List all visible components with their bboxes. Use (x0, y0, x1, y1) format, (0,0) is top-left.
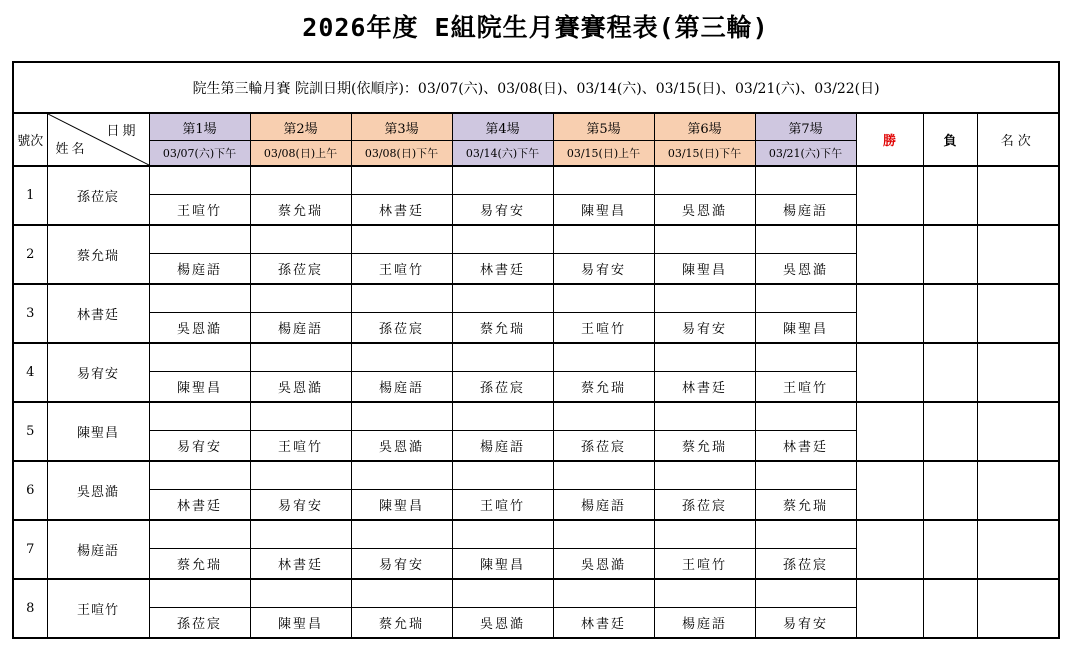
lose-cell[interactable] (923, 225, 977, 284)
result-cell[interactable] (250, 579, 351, 608)
result-cell[interactable] (755, 520, 856, 549)
opponent-name: 林書廷 (755, 431, 856, 462)
game-date: 03/14(六)下午 (452, 141, 553, 167)
rank-cell[interactable] (977, 284, 1059, 343)
result-cell[interactable] (149, 461, 250, 490)
result-cell[interactable] (755, 225, 856, 254)
win-cell[interactable] (856, 284, 923, 343)
opponent-name: 吳恩澔 (351, 431, 452, 462)
player-name: 楊庭語 (47, 520, 149, 579)
game-label: 第6場 (654, 113, 755, 141)
game-date: 03/08(日)上午 (250, 141, 351, 167)
result-cell[interactable] (250, 402, 351, 431)
result-cell[interactable] (654, 284, 755, 313)
opponent-name: 蔡允瑞 (755, 490, 856, 521)
win-cell[interactable] (856, 461, 923, 520)
game-header-row (13, 113, 1059, 141)
rank-cell[interactable] (977, 343, 1059, 402)
opponent-name: 孫莅宸 (553, 431, 654, 462)
player-number: 5 (13, 402, 47, 461)
opponent-name: 吳恩澔 (755, 254, 856, 285)
player-row (13, 579, 1059, 608)
opponent-name: 吳恩澔 (452, 608, 553, 639)
page-title: 2026年度 E組院生月賽賽程表(第三輪) (302, 13, 769, 42)
opponent-name: 林書廷 (553, 608, 654, 639)
result-cell[interactable] (149, 284, 250, 313)
info-row (13, 62, 1059, 113)
player-row (13, 402, 1059, 431)
rank-cell[interactable] (977, 166, 1059, 225)
opponent-name: 楊庭語 (654, 608, 755, 639)
result-cell[interactable] (553, 402, 654, 431)
result-cell[interactable] (250, 520, 351, 549)
opponent-name: 林書廷 (250, 549, 351, 580)
result-cell[interactable] (553, 461, 654, 490)
lose-header: 負 (923, 113, 977, 166)
opponent-name: 易宥安 (250, 490, 351, 521)
opponent-name: 陳聖昌 (250, 608, 351, 639)
player-name: 陳聖昌 (47, 402, 149, 461)
result-cell[interactable] (250, 225, 351, 254)
result-cell[interactable] (351, 166, 452, 195)
player-number: 7 (13, 520, 47, 579)
player-row (13, 284, 1059, 313)
opponent-name: 王喧竹 (755, 372, 856, 403)
result-cell[interactable] (755, 166, 856, 195)
player-name: 蔡允瑞 (47, 225, 149, 284)
opponent-name: 易宥安 (755, 608, 856, 639)
game-date: 03/15(日)下午 (654, 141, 755, 167)
opponent-name: 孫莅宸 (250, 254, 351, 285)
result-cell[interactable] (452, 461, 553, 490)
result-cell[interactable] (452, 225, 553, 254)
lose-cell[interactable] (923, 284, 977, 343)
opponent-name: 易宥安 (553, 254, 654, 285)
opponent-name: 孫莅宸 (755, 549, 856, 580)
opponent-name: 王喧竹 (654, 549, 755, 580)
result-cell[interactable] (755, 343, 856, 372)
player-row (13, 520, 1059, 549)
win-header: 勝 (856, 113, 923, 166)
opponent-name: 林書廷 (149, 490, 250, 521)
result-cell[interactable] (149, 166, 250, 195)
opponent-name: 王喧竹 (553, 313, 654, 344)
opponent-name: 楊庭語 (452, 431, 553, 462)
result-cell[interactable] (755, 461, 856, 490)
player-name: 吳恩澔 (47, 461, 149, 520)
win-cell[interactable] (856, 579, 923, 638)
win-cell[interactable] (856, 520, 923, 579)
result-cell[interactable] (452, 402, 553, 431)
result-cell[interactable] (149, 225, 250, 254)
opponent-name: 孫莅宸 (452, 372, 553, 403)
game-date: 03/07(六)下午 (149, 141, 250, 167)
lose-cell[interactable] (923, 343, 977, 402)
rank-cell[interactable] (977, 225, 1059, 284)
player-number: 8 (13, 579, 47, 638)
schedule-body (13, 62, 1059, 638)
game-label: 第7場 (755, 113, 856, 141)
opponent-name: 楊庭語 (250, 313, 351, 344)
result-cell[interactable] (654, 461, 755, 490)
rank-cell[interactable] (977, 579, 1059, 638)
player-number: 2 (13, 225, 47, 284)
result-cell[interactable] (553, 284, 654, 313)
player-name: 易宥安 (47, 343, 149, 402)
opponent-name: 蔡允瑞 (250, 195, 351, 226)
opponent-name: 蔡允瑞 (149, 549, 250, 580)
opponent-name: 易宥安 (654, 313, 755, 344)
player-number: 1 (13, 166, 47, 225)
result-cell[interactable] (149, 520, 250, 549)
schedule-table (12, 61, 1060, 639)
result-cell[interactable] (553, 166, 654, 195)
opponent-name: 陳聖昌 (654, 254, 755, 285)
player-row (13, 461, 1059, 490)
rank-cell[interactable] (977, 520, 1059, 579)
name-label: 姓名 (55, 142, 88, 157)
opponent-name: 孫莅宸 (654, 490, 755, 521)
result-cell[interactable] (654, 579, 755, 608)
opponent-name: 楊庭語 (149, 254, 250, 285)
opponent-name: 王喧竹 (250, 431, 351, 462)
result-cell[interactable] (553, 520, 654, 549)
opponent-name: 蔡允瑞 (452, 313, 553, 344)
result-cell[interactable] (250, 343, 351, 372)
result-cell[interactable] (553, 225, 654, 254)
result-cell[interactable] (351, 225, 452, 254)
game-label: 第3場 (351, 113, 452, 141)
result-cell[interactable] (755, 284, 856, 313)
result-cell[interactable] (452, 579, 553, 608)
opponent-name: 王喧竹 (351, 254, 452, 285)
opponent-name: 易宥安 (452, 195, 553, 226)
result-cell[interactable] (452, 520, 553, 549)
result-cell[interactable] (250, 461, 351, 490)
result-cell[interactable] (452, 284, 553, 313)
opponent-name: 吳恩澔 (149, 313, 250, 344)
player-number: 3 (13, 284, 47, 343)
player-number: 6 (13, 461, 47, 520)
lose-cell[interactable] (923, 520, 977, 579)
result-cell[interactable] (351, 284, 452, 313)
opponent-name: 蔡允瑞 (654, 431, 755, 462)
opponent-name: 陳聖昌 (755, 313, 856, 344)
result-cell[interactable] (351, 343, 452, 372)
result-cell[interactable] (553, 343, 654, 372)
result-cell[interactable] (654, 343, 755, 372)
opponent-name: 吳恩澔 (654, 195, 755, 226)
result-cell[interactable] (755, 402, 856, 431)
opponent-name: 陳聖昌 (149, 372, 250, 403)
game-label: 第1場 (149, 113, 250, 141)
opponent-name: 楊庭語 (351, 372, 452, 403)
opponent-name: 林書廷 (654, 372, 755, 403)
win-cell[interactable] (856, 166, 923, 225)
game-date: 03/15(日)上午 (553, 141, 654, 167)
player-name: 王喧竹 (47, 579, 149, 638)
result-cell[interactable] (149, 343, 250, 372)
lose-cell[interactable] (923, 166, 977, 225)
player-row (13, 166, 1059, 195)
result-cell[interactable] (755, 579, 856, 608)
result-cell[interactable] (654, 520, 755, 549)
lose-cell[interactable] (923, 461, 977, 520)
opponent-name: 林書廷 (452, 254, 553, 285)
result-cell[interactable] (149, 402, 250, 431)
rank-cell[interactable] (977, 402, 1059, 461)
result-cell[interactable] (351, 461, 452, 490)
result-cell[interactable] (250, 284, 351, 313)
opponent-name: 楊庭語 (553, 490, 654, 521)
result-cell[interactable] (351, 520, 452, 549)
result-cell[interactable] (654, 225, 755, 254)
opponent-name: 吳恩澔 (553, 549, 654, 580)
player-name: 孫莅宸 (47, 166, 149, 225)
result-cell[interactable] (250, 166, 351, 195)
opponent-name: 王喧竹 (149, 195, 250, 226)
result-cell[interactable] (452, 166, 553, 195)
opponent-name: 易宥安 (351, 549, 452, 580)
opponent-name: 易宥安 (149, 431, 250, 462)
lose-cell[interactable] (923, 579, 977, 638)
opponent-name: 陳聖昌 (553, 195, 654, 226)
opponent-name: 林書廷 (351, 195, 452, 226)
result-cell[interactable] (654, 402, 755, 431)
game-label: 第2場 (250, 113, 351, 141)
result-cell[interactable] (452, 343, 553, 372)
win-cell[interactable] (856, 225, 923, 284)
opponent-name: 楊庭語 (755, 195, 856, 226)
opponent-name: 孫莅宸 (351, 313, 452, 344)
opponent-name: 蔡允瑞 (351, 608, 452, 639)
game-date: 03/21(六)下午 (755, 141, 856, 167)
player-row (13, 225, 1059, 254)
opponent-name: 孫莅宸 (149, 608, 250, 639)
opponent-name: 吳恩澔 (250, 372, 351, 403)
opponent-name: 陳聖昌 (452, 549, 553, 580)
player-number: 4 (13, 343, 47, 402)
lose-cell[interactable] (923, 402, 977, 461)
info-line: 院生第三輪月賽 院訓日期(依順序)：03/07(六)、03/08(日)、03/14(六)、03/15(日)、03/21(六)、03/22(日) (13, 62, 1059, 113)
opponent-name: 蔡允瑞 (553, 372, 654, 403)
date-name-header (47, 113, 149, 166)
game-label: 第5場 (553, 113, 654, 141)
num-header: 號次 (13, 113, 47, 166)
player-row (13, 343, 1059, 372)
win-cell[interactable] (856, 402, 923, 461)
opponent-name: 陳聖昌 (351, 490, 452, 521)
result-cell[interactable] (553, 579, 654, 608)
game-date: 03/08(日)下午 (351, 141, 452, 167)
rank-cell[interactable] (977, 461, 1059, 520)
player-name: 林書廷 (47, 284, 149, 343)
result-cell[interactable] (351, 402, 452, 431)
result-cell[interactable] (149, 579, 250, 608)
date-label: 日期 (106, 124, 139, 139)
rank-header: 名次 (977, 113, 1059, 166)
result-cell[interactable] (351, 579, 452, 608)
result-cell[interactable] (654, 166, 755, 195)
win-cell[interactable] (856, 343, 923, 402)
game-label: 第4場 (452, 113, 553, 141)
opponent-name: 王喧竹 (452, 490, 553, 521)
